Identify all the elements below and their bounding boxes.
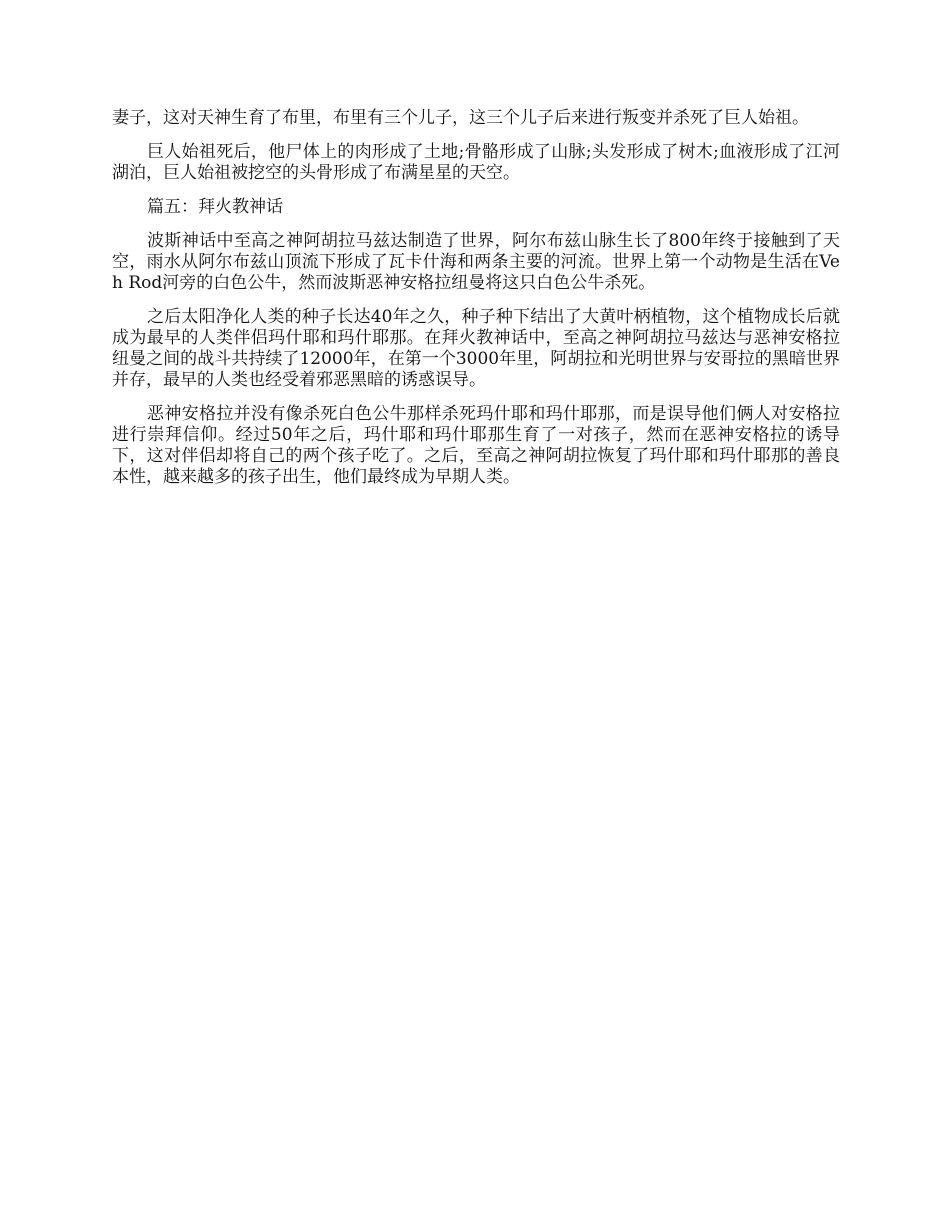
- paragraph-evil-god: 恶神安格拉并没有像杀死白色公牛那样杀死玛什耶和玛什耶那，而是误导他们俩人对安格拉进行崇拜信仰。经过50年之后，玛什耶和玛什耶那生育了一对孩子，然而在恶神安格拉的诱导下，这对伴侣却将自己的两个孩子吃了。之后，至高之神阿胡拉恢复了玛什耶和玛什耶那的善良本性，越来越多的孩子出生，他们最终成为早期人类。: [112, 404, 840, 487]
- paragraph-first-humans: 之后太阳净化人类的种子长达40年之久，种子种下结出了大黄叶柄植物，这个植物成长后就成为最早的人类伴侣玛什耶和玛什耶那。在拜火教神话中，至高之神阿胡拉马兹达与恶神安格拉纽曼之间的战斗共持续了12000年，在第一个3000年里，阿胡拉和光明世界与安哥拉的黑暗世界并存，最早的人类也经受着邪恶黑暗的诱惑误导。: [112, 307, 840, 390]
- paragraph-giant-ancestor: 巨人始祖死后，他尸体上的肉形成了土地;骨骼形成了山脉;头发形成了树木;血液形成了江河湖泊，巨人始祖被挖空的头骨形成了布满星星的天空。: [112, 142, 840, 183]
- document-page: [112, 108, 840, 501]
- paragraph-continued: 妻子，这对天神生育了布里，布里有三个儿子，这三个儿子后来进行叛变并杀死了巨人始祖。: [112, 108, 809, 128]
- paragraph-persian-myth: 波斯神话中至高之神阿胡拉马兹达制造了世界，阿尔布兹山脉生长了800年终于接触到了天空，雨水从阿尔布兹山顶流下形成了瓦卡什海和两条主要的河流。世界上第一个动物是生活在Veh Rod河旁的白色公牛，然而波斯恶神安格拉纽曼将这只白色公牛杀死。: [112, 231, 840, 293]
- section-heading: 篇五：拜火教神话: [147, 197, 283, 217]
